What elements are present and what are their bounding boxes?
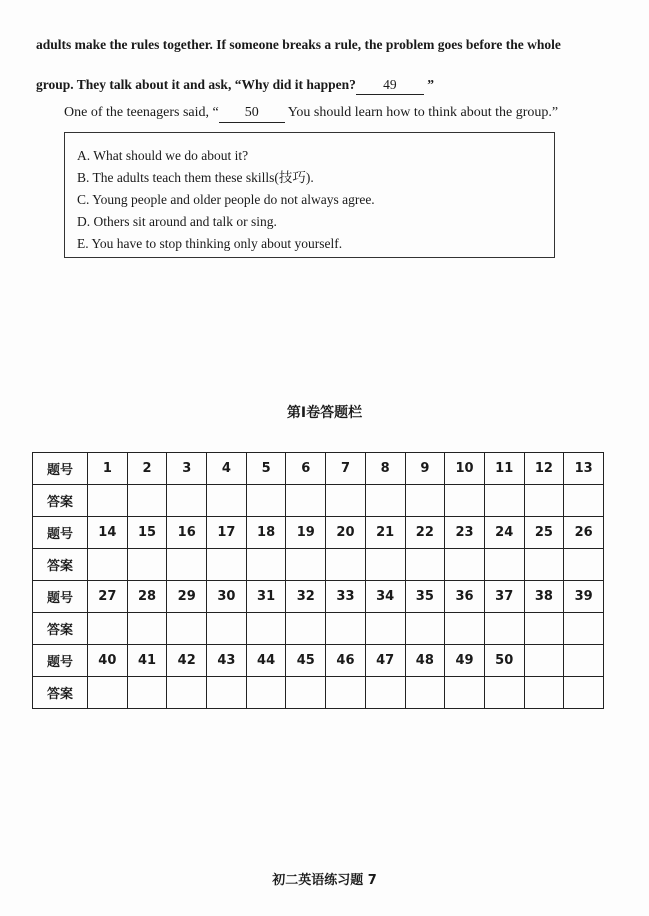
answer-cell[interactable]: [127, 549, 167, 581]
question-number-cell: 18: [246, 517, 286, 549]
question-number-cell: 28: [127, 581, 167, 613]
answer-cell[interactable]: [88, 485, 128, 517]
question-number-cell: 31: [246, 581, 286, 613]
answer-cell[interactable]: [88, 549, 128, 581]
answer-cell[interactable]: [445, 613, 485, 645]
question-number-cell: 40: [88, 645, 128, 677]
answer-cell[interactable]: [405, 485, 445, 517]
answer-cell[interactable]: [246, 613, 286, 645]
options-box: [64, 132, 555, 258]
question-label-cell: 题号: [33, 453, 88, 485]
question-number-cell: 21: [365, 517, 405, 549]
passage-line-2-text: group. They talk about it and ask, “Why did it happen?: [36, 77, 356, 92]
question-number-cell: 1: [88, 453, 128, 485]
question-number-cell: 38: [524, 581, 564, 613]
question-number-cell: 10: [445, 453, 485, 485]
question-number-cell: 45: [286, 645, 326, 677]
question-number-cell: 16: [167, 517, 207, 549]
answer-cell[interactable]: [524, 549, 564, 581]
answer-cell[interactable]: [524, 613, 564, 645]
answer-cell[interactable]: [365, 677, 405, 709]
answer-cell[interactable]: [167, 549, 207, 581]
answer-cell[interactable]: [207, 549, 247, 581]
question-number-cell: 7: [326, 453, 366, 485]
question-number-cell: 23: [445, 517, 485, 549]
answer-label-cell: 答案: [33, 549, 88, 581]
question-number-row: [33, 581, 604, 613]
question-number-cell: 35: [405, 581, 445, 613]
answer-cell[interactable]: [445, 485, 485, 517]
page-footer: 初二英语练习题 7: [272, 873, 377, 888]
question-number-cell: 39: [564, 581, 604, 613]
answer-cell[interactable]: [88, 677, 128, 709]
answer-label-cell: 答案: [33, 485, 88, 517]
question-number-cell: 15: [127, 517, 167, 549]
answer-cell[interactable]: [326, 677, 366, 709]
question-number-row: [33, 517, 604, 549]
answer-cell[interactable]: [564, 677, 604, 709]
question-number-cell: 19: [286, 517, 326, 549]
question-number-cell: 2: [127, 453, 167, 485]
question-number-cell: 24: [484, 517, 524, 549]
question-number-cell: 41: [127, 645, 167, 677]
question-number-cell: 9: [405, 453, 445, 485]
answer-cell[interactable]: [445, 549, 485, 581]
question-number-cell: 20: [326, 517, 366, 549]
answer-cell[interactable]: [127, 485, 167, 517]
answer-cell[interactable]: [524, 485, 564, 517]
question-number-cell: 6: [286, 453, 326, 485]
answer-cell[interactable]: [326, 485, 366, 517]
option-a: A. What should we do about it?: [77, 148, 249, 163]
answer-cell[interactable]: [246, 485, 286, 517]
answer-label-cell: 答案: [33, 613, 88, 645]
answer-cell[interactable]: [326, 613, 366, 645]
question-label-cell: 题号: [33, 517, 88, 549]
answer-cell[interactable]: [207, 485, 247, 517]
answer-cell[interactable]: [207, 613, 247, 645]
answer-cell[interactable]: [167, 677, 207, 709]
question-label-cell: 题号: [33, 581, 88, 613]
question-number-cell: 46: [326, 645, 366, 677]
answer-cell[interactable]: [286, 677, 326, 709]
question-number-cell: 36: [445, 581, 485, 613]
question-number-cell: 34: [365, 581, 405, 613]
answer-cell[interactable]: [167, 613, 207, 645]
answer-cell[interactable]: [286, 485, 326, 517]
question-number-cell: 48: [405, 645, 445, 677]
question-number-cell: 26: [564, 517, 604, 549]
answer-label-cell: 答案: [33, 677, 88, 709]
answer-row: [33, 485, 604, 517]
question-number-row: [33, 645, 604, 677]
question-number-cell: 4: [207, 453, 247, 485]
option-d: D. Others sit around and talk or sing.: [77, 214, 277, 229]
answer-cell[interactable]: [405, 677, 445, 709]
question-number-cell: [564, 645, 604, 677]
option-c: C. Young people and older people do not always agree.: [77, 192, 375, 207]
question-number-cell: 47: [365, 645, 405, 677]
question-number-cell: 3: [167, 453, 207, 485]
answer-row: [33, 677, 604, 709]
passage-line-3-end: You should learn how to think about the group.”: [284, 105, 559, 120]
answer-cell[interactable]: [564, 549, 604, 581]
question-number-cell: 22: [405, 517, 445, 549]
passage-line-2-end: ”: [423, 77, 434, 92]
answer-cell[interactable]: [246, 677, 286, 709]
answer-cell[interactable]: [286, 549, 326, 581]
answer-cell[interactable]: [484, 549, 524, 581]
question-number-cell: 13: [564, 453, 604, 485]
answer-cell[interactable]: [524, 677, 564, 709]
passage-line-2: [36, 76, 434, 95]
question-number-cell: 25: [524, 517, 564, 549]
answer-grid: [32, 452, 604, 709]
answer-cell[interactable]: [365, 613, 405, 645]
question-number-cell: 49: [445, 645, 485, 677]
question-number-cell: 37: [484, 581, 524, 613]
passage-line-3: [64, 104, 558, 123]
question-number-row: [33, 453, 604, 485]
answer-cell[interactable]: [484, 613, 524, 645]
question-number-cell: 33: [326, 581, 366, 613]
question-number-cell: 14: [88, 517, 128, 549]
option-b: B. The adults teach them these skills(技巧).: [77, 170, 314, 185]
answer-cell[interactable]: [405, 613, 445, 645]
answer-cell[interactable]: [286, 613, 326, 645]
answer-cell[interactable]: [445, 677, 485, 709]
question-number-cell: 8: [365, 453, 405, 485]
answer-cell[interactable]: [564, 613, 604, 645]
answer-cell[interactable]: [326, 549, 366, 581]
question-number-cell: [524, 645, 564, 677]
answer-cell[interactable]: [484, 485, 524, 517]
answer-cell[interactable]: [88, 613, 128, 645]
answer-cell[interactable]: [365, 549, 405, 581]
answer-cell[interactable]: [127, 677, 167, 709]
question-number-cell: 29: [167, 581, 207, 613]
answer-cell[interactable]: [564, 485, 604, 517]
blank-50[interactable]: 50: [219, 104, 285, 123]
answer-sheet-title: 第Ⅰ卷答题栏: [286, 405, 363, 421]
answer-cell[interactable]: [127, 613, 167, 645]
question-number-cell: 42: [167, 645, 207, 677]
question-number-cell: 44: [246, 645, 286, 677]
answer-cell[interactable]: [484, 677, 524, 709]
blank-49[interactable]: 49: [356, 76, 424, 95]
answer-cell[interactable]: [207, 677, 247, 709]
answer-cell[interactable]: [405, 549, 445, 581]
question-number-cell: 50: [484, 645, 524, 677]
question-number-cell: 27: [88, 581, 128, 613]
question-number-cell: 32: [286, 581, 326, 613]
answer-row: [33, 613, 604, 645]
option-e: E. You have to stop thinking only about yourself.: [77, 236, 343, 251]
passage-line-1: adults make the rules together. If someone breaks a rule, the problem goes before the whole: [36, 37, 561, 52]
answer-cell[interactable]: [167, 485, 207, 517]
question-number-cell: 43: [207, 645, 247, 677]
question-number-cell: 17: [207, 517, 247, 549]
answer-row: [33, 549, 604, 581]
passage-line-3-text: One of the teenagers said, “: [64, 105, 219, 120]
question-number-cell: 5: [246, 453, 286, 485]
question-number-cell: 11: [484, 453, 524, 485]
question-label-cell: 题号: [33, 645, 88, 677]
question-number-cell: 30: [207, 581, 247, 613]
answer-cell[interactable]: [246, 549, 286, 581]
question-number-cell: 12: [524, 453, 564, 485]
answer-cell[interactable]: [365, 485, 405, 517]
